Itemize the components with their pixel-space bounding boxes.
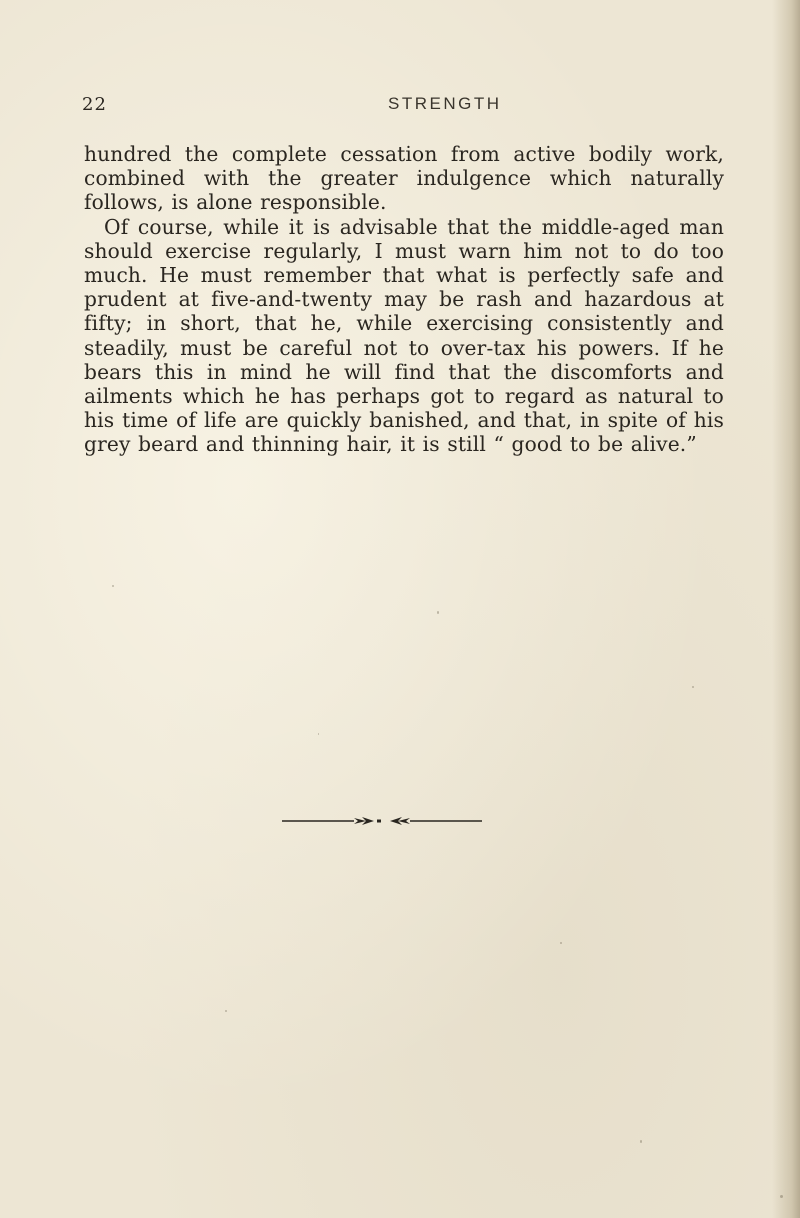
page-number: 22: [82, 94, 107, 115]
running-head: [80, 94, 740, 118]
body-text: [84, 142, 724, 457]
paragraph-1: hundred the complete cessation from active bodily work, combined with the greater indulgence which naturally follows, is alone responsible.: [84, 142, 724, 215]
running-title: STRENGTH: [388, 94, 502, 113]
paragraph-2: Of course, while it is advisable that the middle-aged man should exercise regularly, I must warn him not to do too much. He must remember that what is perfectly safe and prudent at five-and-twenty may be rash and hazardous at fifty; in short, that he, while exercising consistently and steadily, must be careful not to over-tax his powers. If he bears this in mind he will find that the discomforts and ailments which he has perhaps got to regard as natural to his time of life are quickly banished, and that, in spite of his grey beard and thinning hair, it is still “ good to be alive.”: [84, 214, 724, 457]
page-edge-shadow: [772, 0, 800, 1218]
tailpiece-ornament-icon: [282, 815, 482, 827]
